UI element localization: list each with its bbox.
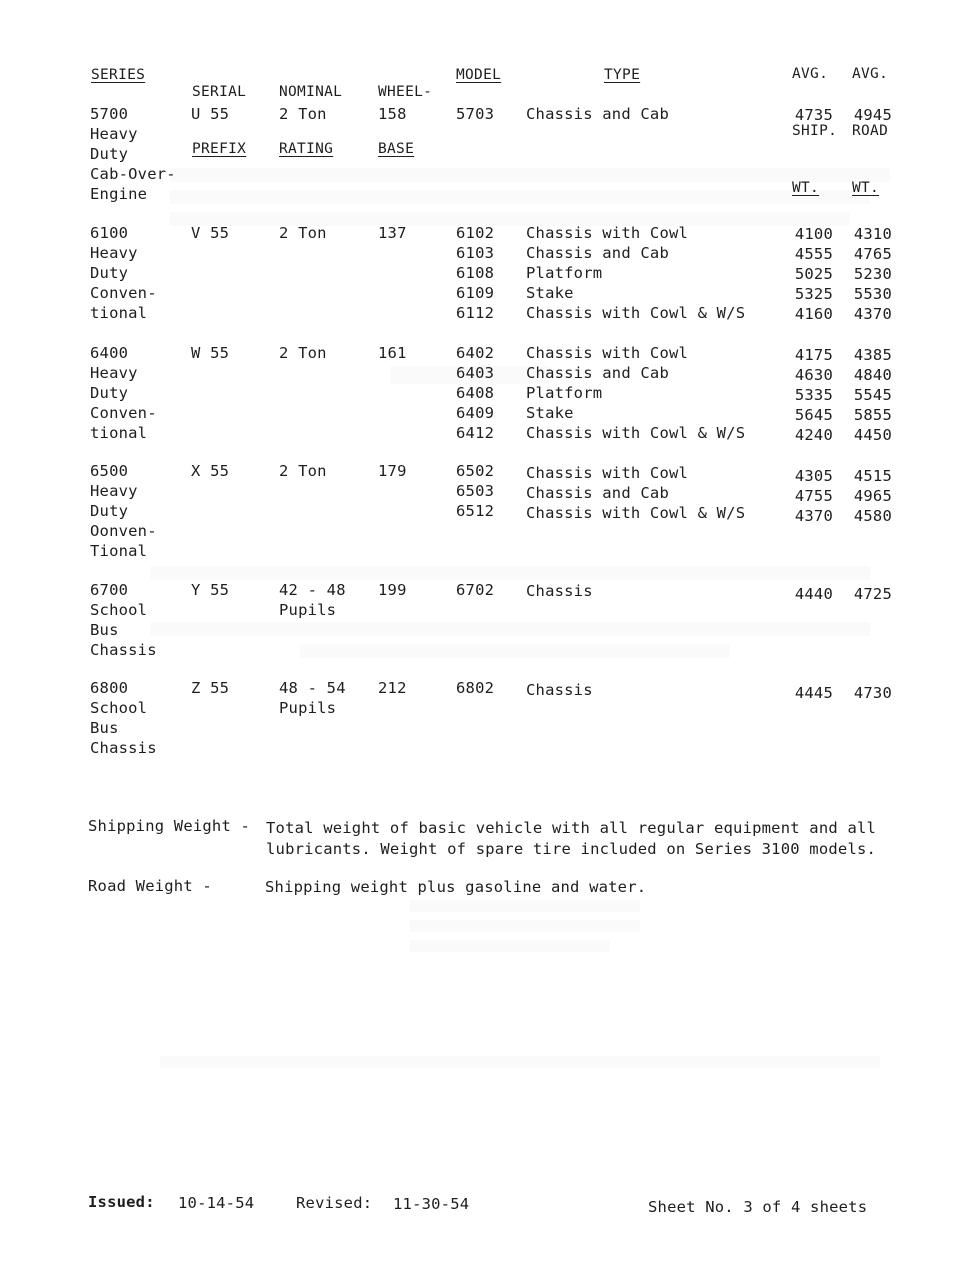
series-cell xyxy=(90,580,157,660)
revised-label: Revised: xyxy=(296,1194,373,1212)
avg-road-wt-cell xyxy=(842,345,892,445)
header-series: SERIES xyxy=(91,67,146,83)
serial-prefix-cell: W 55 xyxy=(191,344,230,362)
avg-ship-wt-cell xyxy=(783,224,833,324)
header-avg-ship-wt-line3: WT. xyxy=(792,180,820,196)
ship-weight: 4305 xyxy=(794,467,833,485)
ship-weight: 4370 xyxy=(794,507,833,525)
model-number: 6702 xyxy=(456,581,495,599)
body-type: Chassis with Cowl xyxy=(526,464,689,482)
serial-prefix-cell: U 55 xyxy=(191,105,230,123)
body-type: Platform xyxy=(526,264,603,282)
body-type: Chassis with Cowl & W/S xyxy=(526,304,746,322)
model-number: 6503 xyxy=(456,482,495,500)
ship-weight: 4175 xyxy=(794,346,833,364)
bleed-through-mark xyxy=(160,1056,880,1068)
body-type: Chassis xyxy=(526,681,593,699)
series-line: 6700 xyxy=(90,581,129,599)
bleed-through-mark xyxy=(410,900,640,912)
road-weight: 4515 xyxy=(853,467,892,485)
header-serial-prefix-line2: PREFIX xyxy=(192,141,247,157)
header-nominal-rating-line1: NOMINAL xyxy=(279,84,343,100)
series-line: Bus xyxy=(90,719,119,737)
series-line: 6800 xyxy=(90,679,129,697)
rating-line: 2 Ton xyxy=(279,105,327,123)
road-weight: 5530 xyxy=(853,285,892,303)
avg-road-wt-cell xyxy=(842,584,892,604)
road-weight: 4310 xyxy=(853,225,892,243)
header-avg-ship-wt-line1: AVG. xyxy=(792,66,829,82)
avg-road-wt-cell xyxy=(842,105,892,125)
rating-line: Pupils xyxy=(279,601,337,619)
sheet-number: Sheet No. 3 of 4 sheets xyxy=(648,1198,868,1216)
wheelbase-cell: 199 xyxy=(378,581,407,599)
ship-weight: 4445 xyxy=(794,684,833,702)
body-type: Chassis and Cab xyxy=(526,244,669,262)
bleed-through-mark xyxy=(170,168,890,182)
series-line: 6100 xyxy=(90,224,129,242)
model-number: 6403 xyxy=(456,364,495,382)
body-type: Chassis xyxy=(526,582,593,600)
road-weight: 4370 xyxy=(853,305,892,323)
header-type: TYPE xyxy=(604,67,641,83)
header-avg-road-wt-line1: AVG. xyxy=(852,66,889,82)
rating-line: 48 - 54 xyxy=(279,679,346,697)
bleed-through-mark xyxy=(410,920,640,932)
wheelbase-cell: 161 xyxy=(378,344,407,362)
model-number: 6102 xyxy=(456,224,495,242)
rating-line: 2 Ton xyxy=(279,344,327,362)
type-cell xyxy=(526,343,745,443)
ship-weight: 5645 xyxy=(794,406,833,424)
series-line: Engine xyxy=(90,185,148,203)
model-number: 6409 xyxy=(456,404,495,422)
issued-date: 10-14-54 xyxy=(178,1194,255,1212)
model-number: 6802 xyxy=(456,679,495,697)
series-cell xyxy=(90,343,157,443)
type-cell xyxy=(526,463,745,523)
ship-weight: 4630 xyxy=(794,366,833,384)
body-type: Platform xyxy=(526,384,603,402)
body-type: Stake xyxy=(526,404,574,422)
nominal-rating-cell xyxy=(279,223,327,243)
road-weight: 4385 xyxy=(853,346,892,364)
shipping-weight-definition-line2: lubricants. Weight of spare tire included on Series 3100 models. xyxy=(266,840,877,858)
series-line: Heavy xyxy=(90,125,138,143)
avg-ship-wt-cell xyxy=(783,345,833,445)
road-weight: 4945 xyxy=(853,106,892,124)
rating-line: 2 Ton xyxy=(279,462,327,480)
shipping-weight-label: Shipping Weight - xyxy=(88,817,251,835)
road-weight: 4580 xyxy=(853,507,892,525)
series-line: Duty xyxy=(90,264,129,282)
issued-label: Issued: xyxy=(88,1193,155,1211)
body-type: Stake xyxy=(526,284,574,302)
bleed-through-mark xyxy=(170,212,850,226)
model-cell xyxy=(456,678,494,698)
model-cell xyxy=(456,343,494,443)
series-cell xyxy=(90,104,176,204)
road-weight-definition: Shipping weight plus gasoline and water. xyxy=(265,878,647,896)
series-line: 5700 xyxy=(90,105,129,123)
model-number: 6408 xyxy=(456,384,495,402)
series-cell xyxy=(90,678,157,758)
body-type: Chassis and Cab xyxy=(526,105,669,123)
series-line: tional xyxy=(90,424,148,442)
series-line: Oonven- xyxy=(90,522,157,540)
series-line: Conven- xyxy=(90,404,157,422)
rating-line: Pupils xyxy=(279,699,337,717)
avg-ship-wt-cell xyxy=(783,584,833,604)
bleed-through-mark xyxy=(170,190,870,204)
serial-prefix-cell: V 55 xyxy=(191,224,230,242)
rating-line: 2 Ton xyxy=(279,224,327,242)
rating-line: 42 - 48 xyxy=(279,581,346,599)
body-type: Chassis with Cowl & W/S xyxy=(526,504,746,522)
road-weight: 5545 xyxy=(853,386,892,404)
type-cell xyxy=(526,223,745,323)
road-weight: 4725 xyxy=(853,585,892,603)
ship-weight: 4555 xyxy=(794,245,833,263)
model-cell xyxy=(456,223,494,323)
header-avg-ship-wt xyxy=(792,27,837,236)
model-number: 6502 xyxy=(456,462,495,480)
body-type: Chassis with Cowl & W/S xyxy=(526,424,746,442)
body-type: Chassis with Cowl xyxy=(526,344,689,362)
series-line: Heavy xyxy=(90,244,138,262)
header-wheelbase-line1: WHEEL- xyxy=(378,84,433,100)
series-line: Bus xyxy=(90,621,119,639)
nominal-rating-cell xyxy=(279,104,327,124)
ship-weight: 5025 xyxy=(794,265,833,283)
road-weight: 5855 xyxy=(853,406,892,424)
road-weight: 4840 xyxy=(853,366,892,384)
series-cell xyxy=(90,461,157,561)
revised-date: 11-30-54 xyxy=(393,1195,470,1213)
type-cell xyxy=(526,581,593,601)
series-line: Heavy xyxy=(90,364,138,382)
model-cell xyxy=(456,104,494,124)
avg-ship-wt-cell xyxy=(783,105,833,125)
series-line: Duty xyxy=(90,384,129,402)
bleed-through-mark xyxy=(150,566,870,580)
type-cell xyxy=(526,680,593,700)
avg-road-wt-cell xyxy=(842,224,892,324)
wheelbase-cell: 179 xyxy=(378,462,407,480)
avg-road-wt-cell xyxy=(842,683,892,703)
road-weight-label: Road Weight - xyxy=(88,877,212,895)
wheelbase-cell: 158 xyxy=(378,105,407,123)
model-number: 5703 xyxy=(456,105,495,123)
series-line: School xyxy=(90,699,148,717)
model-number: 6108 xyxy=(456,264,495,282)
header-avg-ship-wt-line2: SHIP. xyxy=(792,123,838,139)
nominal-rating-cell xyxy=(279,461,327,481)
series-line: Conven- xyxy=(90,284,157,302)
series-line: Chassis xyxy=(90,641,157,659)
road-weight: 4730 xyxy=(853,684,892,702)
serial-prefix-cell: Z 55 xyxy=(191,679,230,697)
series-line: Tional xyxy=(90,542,148,560)
bleed-through-mark xyxy=(410,940,610,952)
ship-weight: 4100 xyxy=(794,225,833,243)
wheelbase-cell: 212 xyxy=(378,679,407,697)
wheelbase-cell: 137 xyxy=(378,224,407,242)
header-nominal-rating-line2: RATING xyxy=(279,141,334,157)
ship-weight: 4440 xyxy=(794,585,833,603)
body-type: Chassis and Cab xyxy=(526,484,669,502)
bleed-through-mark xyxy=(150,622,870,636)
bleed-through-mark xyxy=(300,644,730,658)
series-line: Heavy xyxy=(90,482,138,500)
header-avg-road-wt xyxy=(852,27,888,236)
series-line: Chassis xyxy=(90,739,157,757)
model-number: 6402 xyxy=(456,344,495,362)
series-cell xyxy=(90,223,157,323)
header-avg-road-wt-line2: ROAD xyxy=(852,123,889,139)
ship-weight: 5335 xyxy=(794,386,833,404)
type-cell xyxy=(526,104,669,124)
model-number: 6103 xyxy=(456,244,495,262)
road-weight: 4765 xyxy=(853,245,892,263)
ship-weight: 4160 xyxy=(794,305,833,323)
model-number: 6109 xyxy=(456,284,495,302)
shipping-weight-definition-line1: Total weight of basic vehicle with all regular equipment and all xyxy=(266,819,877,837)
model-number: 6412 xyxy=(456,424,495,442)
road-weight: 5230 xyxy=(853,265,892,283)
avg-road-wt-cell xyxy=(842,466,892,526)
avg-ship-wt-cell xyxy=(783,466,833,526)
model-cell xyxy=(456,580,494,600)
series-line: Cab-Over- xyxy=(90,165,176,183)
body-type: Chassis and Cab xyxy=(526,364,669,382)
header-model: MODEL xyxy=(456,67,502,83)
series-line: 6400 xyxy=(90,344,129,362)
ship-weight: 4240 xyxy=(794,426,833,444)
series-line: tional xyxy=(90,304,148,322)
serial-prefix-cell: X 55 xyxy=(191,462,230,480)
body-type: Chassis with Cowl xyxy=(526,224,689,242)
model-number: 6512 xyxy=(456,502,495,520)
model-number: 6112 xyxy=(456,304,495,322)
series-line: 6500 xyxy=(90,462,129,480)
model-cell xyxy=(456,461,494,521)
ship-weight: 4735 xyxy=(794,106,833,124)
header-serial-prefix-line1: SERIAL xyxy=(192,84,247,100)
series-line: School xyxy=(90,601,148,619)
series-line: Duty xyxy=(90,502,129,520)
header-wheelbase-line2: BASE xyxy=(378,141,415,157)
avg-ship-wt-cell xyxy=(783,683,833,703)
header-avg-road-wt-line3: WT. xyxy=(852,180,880,196)
series-line: Duty xyxy=(90,145,129,163)
nominal-rating-cell xyxy=(279,580,346,620)
nominal-rating-cell xyxy=(279,343,327,363)
serial-prefix-cell: Y 55 xyxy=(191,581,230,599)
ship-weight: 5325 xyxy=(794,285,833,303)
ship-weight: 4755 xyxy=(794,487,833,505)
road-weight: 4965 xyxy=(853,487,892,505)
road-weight: 4450 xyxy=(853,426,892,444)
nominal-rating-cell xyxy=(279,678,346,718)
